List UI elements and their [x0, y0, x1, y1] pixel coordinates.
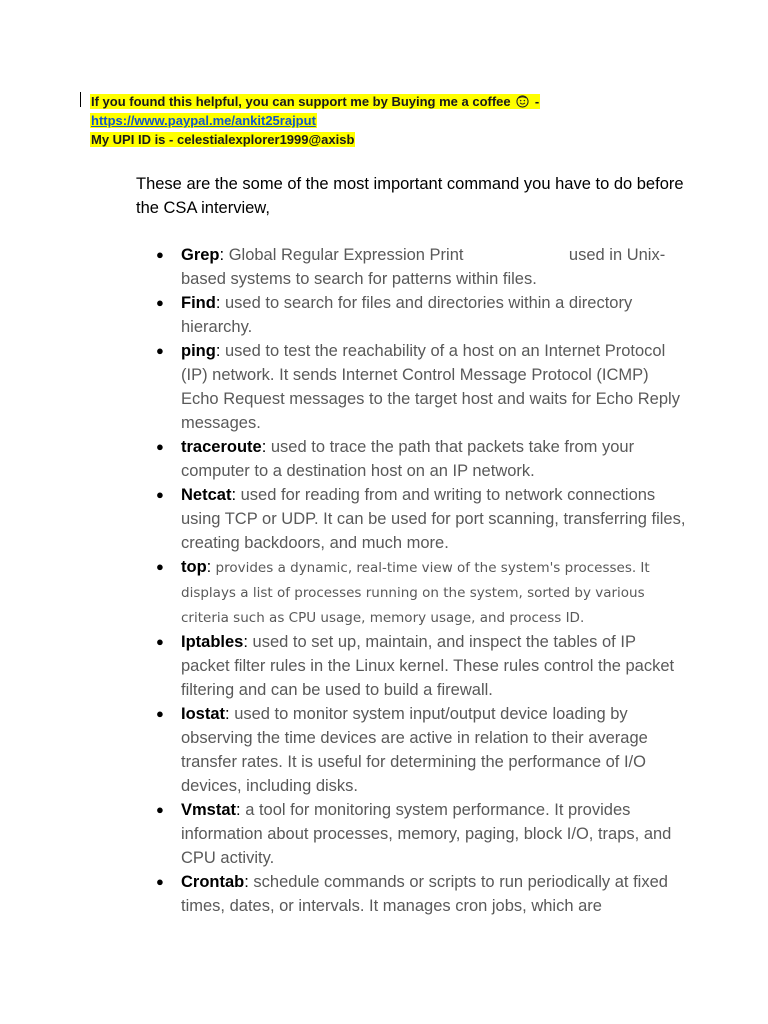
support-line: [90, 92, 540, 111]
bullet-icon: ●: [156, 634, 164, 649]
text-cursor: [80, 92, 81, 107]
command-item: [136, 870, 686, 918]
bullet-icon: ●: [156, 559, 164, 574]
bullet-icon: ●: [156, 247, 164, 262]
bullet-icon: ●: [156, 439, 164, 454]
command-description: Global Regular Expression Print used in Unix-based systems to search for patterns within files.: [181, 246, 666, 288]
command-name: Iostat: [181, 705, 226, 723]
command-item: [136, 630, 686, 702]
command-description: used to monitor system input/output device loading by observing the time devices are active in relation to their average transfer rates. It is useful for determining the performance of I/O devices, including disks.: [181, 705, 648, 795]
command-colon: :: [261, 438, 267, 456]
upi-line: [90, 130, 540, 149]
command-colon: :: [219, 246, 225, 264]
command-item: [136, 702, 686, 798]
intro-paragraph: These are the some of the most important command you have to do before the CSA interview,: [136, 175, 684, 217]
paypal-link[interactable]: https://www.paypal.me/ankit25rajput: [91, 113, 316, 128]
command-name: Iptables: [181, 633, 244, 651]
command-description: used to search for files and directories within a directory hierarchy.: [181, 294, 633, 336]
command-item: [136, 243, 686, 291]
command-colon: :: [236, 801, 241, 819]
paypal-line: [90, 111, 540, 130]
support-note: [90, 92, 540, 149]
smile-emoji-icon: [512, 94, 531, 109]
command-item: [136, 435, 686, 483]
command-description: used for reading from and writing to network connections using TCP or UDP. It can be used for port scanning, transferring files, creating backdoors, and much more.: [181, 486, 686, 552]
command-name: Netcat: [181, 486, 232, 504]
support-text: If you found this helpful, you can support me by Buying me a coffee: [91, 94, 511, 109]
command-item: [136, 483, 686, 555]
bullet-icon: ●: [156, 802, 164, 817]
command-description: used to test the reachability of a host on an Internet Protocol (IP) network. It sends Internet Control Message Protocol (ICMP) Echo Request messages to the target host and waits for Echo Reply messages.: [181, 342, 680, 432]
command-colon: :: [244, 873, 249, 891]
command-description: used to trace the path that packets take from your computer to a destination host on an IP network.: [181, 438, 635, 480]
command-colon: :: [225, 705, 230, 723]
command-name: Crontab: [181, 873, 245, 891]
command-description: a tool for monitoring system performance. It provides information about processes, memory, paging, block I/O, traps, and CPU activity.: [181, 801, 672, 867]
support-suffix: -: [531, 94, 540, 109]
command-name: Grep: [181, 246, 220, 264]
command-item: [136, 339, 686, 435]
upi-text: My UPI ID is - celestialexplorer1999@axisb: [91, 132, 355, 147]
bullet-icon: ●: [156, 487, 164, 502]
command-colon: :: [215, 294, 221, 312]
command-name: Find: [181, 294, 216, 312]
command-colon: :: [215, 342, 221, 360]
command-description: provides a dynamic, real-time view of the system's processes. It displays a list of processes running on the system, sorted by various criteria such as CPU usage, memory usage, and process ID.: [181, 560, 650, 626]
command-name: traceroute: [181, 438, 262, 456]
command-item: [136, 555, 686, 630]
bullet-icon: ●: [156, 343, 164, 358]
bullet-icon: ●: [156, 706, 164, 721]
command-item: [136, 291, 686, 339]
command-item: [136, 798, 686, 870]
command-list: [136, 243, 686, 918]
command-colon: :: [243, 633, 248, 651]
command-name: ping: [181, 342, 216, 360]
command-name: top: [181, 558, 207, 576]
bullet-icon: ●: [156, 874, 164, 889]
command-description: schedule commands or scripts to run periodically at fixed times, dates, or intervals. It manages cron jobs, which are: [181, 873, 668, 915]
command-name: Vmstat: [181, 801, 237, 819]
command-description: used to set up, maintain, and inspect the tables of IP packet filter rules in the Linux kernel. These rules control the packet filtering and can be used to build a firewall.: [181, 633, 675, 699]
command-colon: :: [231, 486, 237, 504]
bullet-icon: ●: [156, 295, 164, 310]
command-colon: :: [206, 558, 212, 576]
